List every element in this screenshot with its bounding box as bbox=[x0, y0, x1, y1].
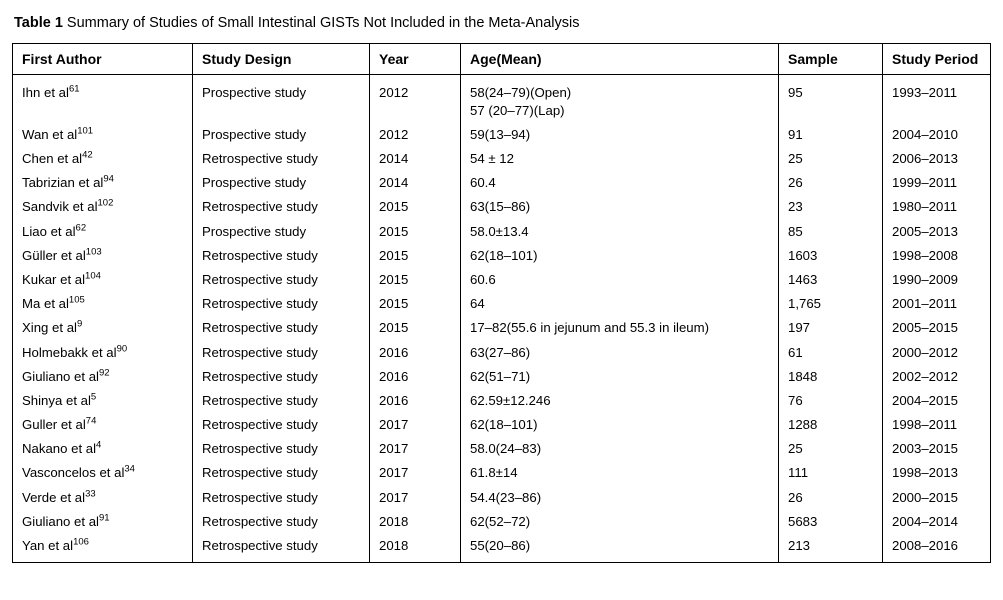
cell-sample bbox=[779, 413, 883, 437]
cell-age-mean-text: 63(27–86) bbox=[470, 344, 531, 360]
cell-study-design bbox=[193, 244, 370, 268]
cell-year bbox=[370, 340, 461, 364]
column-header-sample: Sample bbox=[779, 43, 883, 74]
author-name: Güller et al bbox=[22, 247, 86, 263]
cell-first-author bbox=[13, 171, 193, 195]
cell-age-mean bbox=[461, 461, 779, 485]
author-reference: 91 bbox=[98, 512, 110, 524]
cell-study-design bbox=[193, 510, 370, 534]
cell-sample-text: 23 bbox=[788, 199, 803, 215]
cell-year bbox=[370, 219, 461, 243]
cell-year bbox=[370, 437, 461, 461]
cell-year-text: 2017 bbox=[379, 417, 409, 433]
cell-study-period bbox=[883, 485, 991, 509]
cell-age-mean-text: 64 bbox=[470, 296, 485, 312]
cell-year bbox=[370, 292, 461, 316]
cell-study-period-text: 2001–2011 bbox=[892, 296, 958, 312]
cell-study-period-text: 1998–2013 bbox=[892, 465, 959, 481]
cell-age-mean bbox=[461, 195, 779, 219]
cell-study-design-text: Retrospective study bbox=[202, 247, 318, 263]
cell-sample bbox=[779, 292, 883, 316]
table-row bbox=[13, 437, 991, 461]
cell-first-author bbox=[13, 292, 193, 316]
cell-study-period bbox=[883, 510, 991, 534]
cell-study-period bbox=[883, 316, 991, 340]
table-row bbox=[13, 389, 991, 413]
cell-study-design-text: Retrospective study bbox=[202, 344, 318, 360]
author-reference: 94 bbox=[103, 173, 114, 185]
cell-study-design bbox=[193, 316, 370, 340]
cell-study-period-text: 2006–2013 bbox=[892, 151, 959, 167]
cell-study-period-text: 2000–2012 bbox=[892, 344, 959, 360]
cell-study-design bbox=[193, 292, 370, 316]
cell-study-period bbox=[883, 413, 991, 437]
cell-year-text: 2016 bbox=[379, 392, 409, 408]
cell-sample-text: 1,765 bbox=[788, 296, 822, 312]
cell-study-design bbox=[193, 534, 370, 563]
author-name: Nakano et al bbox=[22, 441, 97, 457]
cell-sample-text: 1603 bbox=[788, 247, 818, 263]
cell-year-text: 2015 bbox=[379, 320, 409, 336]
author-reference: 103 bbox=[85, 246, 102, 258]
cell-sample-text: 61 bbox=[788, 344, 803, 360]
author-reference: 62 bbox=[75, 222, 87, 234]
table-row bbox=[13, 219, 991, 243]
table-row bbox=[13, 292, 991, 316]
cell-study-design-text: Retrospective study bbox=[202, 320, 318, 336]
cell-study-design-text: Prospective study bbox=[202, 175, 307, 191]
cell-sample bbox=[779, 365, 883, 389]
cell-year-text: 2015 bbox=[379, 247, 409, 263]
cell-year-text: 2016 bbox=[379, 344, 409, 360]
cell-first-author bbox=[13, 437, 193, 461]
cell-year bbox=[370, 413, 461, 437]
cell-year bbox=[370, 510, 461, 534]
cell-study-design-text: Prospective study bbox=[202, 84, 307, 100]
cell-study-period bbox=[883, 74, 991, 122]
table-row bbox=[13, 510, 991, 534]
cell-age-mean-text: 62(18–101) bbox=[470, 417, 538, 433]
author-reference: 34 bbox=[124, 464, 135, 476]
cell-first-author bbox=[13, 413, 193, 437]
cell-study-period bbox=[883, 147, 991, 171]
cell-age-mean-text-secondary: 57 (20–77)(Lap) bbox=[470, 102, 565, 118]
cell-first-author bbox=[13, 340, 193, 364]
author-name: Ma et al bbox=[22, 296, 69, 312]
author-name: Vasconcelos et al bbox=[22, 465, 125, 481]
cell-sample-text: 197 bbox=[788, 320, 811, 336]
cell-age-mean-text: 54 ± 12 bbox=[470, 151, 514, 167]
cell-year bbox=[370, 534, 461, 563]
author-reference: 92 bbox=[98, 367, 110, 379]
cell-year bbox=[370, 268, 461, 292]
table-row bbox=[13, 413, 991, 437]
cell-year bbox=[370, 389, 461, 413]
cell-year bbox=[370, 195, 461, 219]
cell-year-text: 2015 bbox=[379, 199, 409, 215]
table-row bbox=[13, 485, 991, 509]
cell-age-mean-text: 63(15–86) bbox=[470, 199, 531, 215]
author-name: Yan et al bbox=[22, 538, 74, 554]
cell-study-period bbox=[883, 195, 991, 219]
table-row bbox=[13, 195, 991, 219]
cell-first-author bbox=[13, 74, 193, 122]
cell-year bbox=[370, 485, 461, 509]
cell-sample bbox=[779, 123, 883, 147]
cell-age-mean bbox=[461, 510, 779, 534]
cell-year-text: 2017 bbox=[379, 441, 409, 457]
cell-age-mean bbox=[461, 147, 779, 171]
cell-study-period-text: 2004–2014 bbox=[892, 513, 959, 529]
cell-study-design-text: Retrospective study bbox=[202, 151, 318, 167]
cell-age-mean bbox=[461, 437, 779, 461]
author-reference: 101 bbox=[77, 125, 94, 137]
cell-study-period-text: 2008–2016 bbox=[892, 538, 959, 554]
cell-sample bbox=[779, 147, 883, 171]
cell-study-period-text: 2004–2010 bbox=[892, 126, 959, 142]
cell-age-mean-text: 62.59±12.246 bbox=[470, 392, 551, 408]
author-reference: 105 bbox=[68, 294, 85, 306]
cell-age-mean bbox=[461, 340, 779, 364]
cell-age-mean-text: 58.0±13.4 bbox=[470, 223, 529, 239]
cell-study-period-text: 2005–2015 bbox=[892, 320, 959, 336]
cell-first-author bbox=[13, 244, 193, 268]
table-row bbox=[13, 123, 991, 147]
column-header-year: Year bbox=[370, 43, 461, 74]
author-reference: 104 bbox=[85, 270, 101, 282]
cell-study-period bbox=[883, 268, 991, 292]
cell-first-author bbox=[13, 510, 193, 534]
table-row bbox=[13, 316, 991, 340]
cell-age-mean bbox=[461, 292, 779, 316]
cell-study-period-text: 1998–2011 bbox=[892, 417, 958, 433]
cell-study-design-text: Retrospective study bbox=[202, 538, 318, 554]
cell-sample bbox=[779, 461, 883, 485]
author-name: Sandvik et al bbox=[22, 199, 98, 215]
cell-year-text: 2015 bbox=[379, 296, 409, 312]
cell-age-mean-text: 58(24–79)(Open) bbox=[470, 84, 572, 100]
cell-study-period-text: 2003–2015 bbox=[892, 441, 959, 457]
author-reference: 74 bbox=[85, 415, 97, 427]
author-name: Wan et al bbox=[22, 126, 78, 142]
table-row bbox=[13, 365, 991, 389]
cell-study-design-text: Retrospective study bbox=[202, 489, 318, 505]
cell-age-mean-text: 55(20–86) bbox=[470, 538, 531, 554]
cell-study-period bbox=[883, 219, 991, 243]
cell-sample bbox=[779, 485, 883, 509]
author-reference: 61 bbox=[68, 83, 80, 95]
author-name: Chen et al bbox=[22, 151, 83, 167]
cell-sample-text: 85 bbox=[788, 223, 803, 239]
cell-study-design bbox=[193, 123, 370, 147]
cell-sample-text: 91 bbox=[788, 126, 803, 142]
cell-study-period bbox=[883, 123, 991, 147]
studies-table bbox=[12, 43, 991, 563]
cell-study-design-text: Retrospective study bbox=[202, 392, 318, 408]
cell-year-text: 2018 bbox=[379, 538, 409, 554]
author-name: Kukar et al bbox=[22, 271, 86, 287]
author-name: Ihn et al bbox=[22, 84, 69, 100]
cell-study-design-text: Retrospective study bbox=[202, 417, 318, 433]
author-reference: 42 bbox=[82, 149, 93, 161]
cell-study-design-text: Retrospective study bbox=[202, 271, 318, 287]
author-name: Liao et al bbox=[22, 223, 76, 239]
table-row bbox=[13, 268, 991, 292]
cell-year-text: 2016 bbox=[379, 368, 409, 384]
cell-age-mean bbox=[461, 534, 779, 563]
cell-sample-text: 1288 bbox=[788, 417, 818, 433]
table-caption-text: Summary of Studies of Small Intestinal GISTs Not Included in the Meta-Analysis bbox=[66, 15, 580, 31]
cell-study-period bbox=[883, 244, 991, 268]
cell-year-text: 2015 bbox=[379, 271, 409, 287]
table-header-row bbox=[13, 43, 991, 74]
table-row bbox=[13, 171, 991, 195]
cell-year bbox=[370, 74, 461, 122]
cell-study-design-text: Retrospective study bbox=[202, 199, 318, 215]
cell-study-design-text: Prospective study bbox=[202, 126, 307, 142]
cell-study-period-text: 2004–2015 bbox=[892, 392, 959, 408]
cell-study-period-text: 1980–2011 bbox=[892, 199, 958, 215]
cell-study-period-text: 2002–2012 bbox=[892, 368, 959, 384]
cell-sample-text: 26 bbox=[788, 489, 803, 505]
cell-first-author bbox=[13, 365, 193, 389]
column-header-first-author: First Author bbox=[13, 43, 193, 74]
cell-sample bbox=[779, 534, 883, 563]
table-row bbox=[13, 534, 991, 563]
cell-age-mean-text: 54.4(23–86) bbox=[470, 489, 542, 505]
table-caption bbox=[14, 14, 991, 33]
cell-study-design bbox=[193, 340, 370, 364]
author-name: Verde et al bbox=[22, 489, 86, 505]
cell-year bbox=[370, 316, 461, 340]
table-row bbox=[13, 74, 991, 122]
cell-sample bbox=[779, 389, 883, 413]
cell-study-period-text: 2000–2015 bbox=[892, 489, 959, 505]
author-reference: 5 bbox=[90, 391, 97, 403]
cell-year-text: 2015 bbox=[379, 223, 409, 239]
cell-age-mean bbox=[461, 316, 779, 340]
cell-year bbox=[370, 123, 461, 147]
table-row bbox=[13, 461, 991, 485]
table-body bbox=[13, 74, 991, 562]
column-header-age-mean: Age(Mean) bbox=[461, 43, 779, 74]
author-reference: 4 bbox=[96, 439, 102, 451]
cell-sample bbox=[779, 244, 883, 268]
cell-year-text: 2012 bbox=[379, 84, 409, 100]
cell-study-design bbox=[193, 365, 370, 389]
cell-first-author bbox=[13, 534, 193, 563]
cell-study-design bbox=[193, 171, 370, 195]
cell-study-design bbox=[193, 485, 370, 509]
cell-study-period bbox=[883, 340, 991, 364]
cell-year-text: 2017 bbox=[379, 465, 409, 481]
cell-study-period bbox=[883, 171, 991, 195]
author-name: Giuliano et al bbox=[22, 368, 99, 384]
author-reference: 102 bbox=[97, 198, 114, 210]
cell-study-design bbox=[193, 461, 370, 485]
cell-age-mean-text: 17–82(55.6 in jejunum and 55.3 in ileum) bbox=[470, 320, 709, 336]
cell-study-design bbox=[193, 437, 370, 461]
column-header-study-design: Study Design bbox=[193, 43, 370, 74]
column-header-study-period: Study Period bbox=[883, 43, 991, 74]
cell-age-mean bbox=[461, 74, 779, 122]
cell-sample-text: 25 bbox=[788, 441, 803, 457]
cell-study-design bbox=[193, 195, 370, 219]
cell-sample bbox=[779, 195, 883, 219]
cell-sample bbox=[779, 268, 883, 292]
cell-study-design bbox=[193, 413, 370, 437]
cell-study-period bbox=[883, 437, 991, 461]
cell-study-period-text: 1993–2011 bbox=[892, 84, 958, 100]
cell-sample-text: 213 bbox=[788, 538, 811, 554]
cell-sample-text: 1463 bbox=[788, 271, 818, 287]
cell-study-design-text: Retrospective study bbox=[202, 296, 318, 312]
cell-study-period bbox=[883, 292, 991, 316]
cell-first-author bbox=[13, 316, 193, 340]
cell-sample bbox=[779, 437, 883, 461]
author-name: Tabrizian et al bbox=[22, 175, 104, 191]
cell-first-author bbox=[13, 485, 193, 509]
cell-age-mean bbox=[461, 268, 779, 292]
table-caption-label: Table 1 bbox=[14, 15, 63, 31]
cell-study-period bbox=[883, 461, 991, 485]
table-row bbox=[13, 244, 991, 268]
cell-study-design-text: Retrospective study bbox=[202, 465, 318, 481]
cell-age-mean-text: 61.8±14 bbox=[470, 465, 518, 481]
cell-year-text: 2018 bbox=[379, 513, 409, 529]
cell-year bbox=[370, 244, 461, 268]
cell-year bbox=[370, 147, 461, 171]
cell-age-mean-text: 59(13–94) bbox=[470, 126, 531, 142]
cell-study-design-text: Prospective study bbox=[202, 223, 307, 239]
author-reference: 106 bbox=[73, 536, 89, 548]
cell-year-text: 2014 bbox=[379, 175, 409, 191]
cell-sample bbox=[779, 219, 883, 243]
cell-year-text: 2014 bbox=[379, 151, 409, 167]
cell-sample bbox=[779, 340, 883, 364]
author-name: Shinya et al bbox=[22, 392, 91, 408]
author-name: Xing et al bbox=[22, 320, 77, 336]
cell-year bbox=[370, 461, 461, 485]
cell-first-author bbox=[13, 147, 193, 171]
table-header bbox=[13, 43, 991, 74]
author-reference: 33 bbox=[85, 488, 96, 500]
cell-age-mean bbox=[461, 413, 779, 437]
cell-sample-text: 25 bbox=[788, 151, 803, 167]
cell-age-mean-text: 60.6 bbox=[470, 271, 496, 287]
cell-sample bbox=[779, 510, 883, 534]
cell-sample bbox=[779, 74, 883, 122]
cell-first-author bbox=[13, 268, 193, 292]
cell-year bbox=[370, 171, 461, 195]
cell-year-text: 2017 bbox=[379, 489, 409, 505]
cell-sample-text: 111 bbox=[788, 465, 809, 481]
cell-sample-text: 76 bbox=[788, 392, 803, 408]
cell-first-author bbox=[13, 219, 193, 243]
cell-age-mean-text: 58.0(24–83) bbox=[470, 441, 542, 457]
cell-study-design bbox=[193, 219, 370, 243]
cell-study-period-text: 2005–2013 bbox=[892, 223, 959, 239]
cell-study-design bbox=[193, 147, 370, 171]
author-name: Guller et al bbox=[22, 417, 86, 433]
cell-first-author bbox=[13, 389, 193, 413]
cell-age-mean bbox=[461, 485, 779, 509]
author-name: Giuliano et al bbox=[22, 513, 99, 529]
cell-sample-text: 95 bbox=[788, 84, 803, 100]
cell-year bbox=[370, 365, 461, 389]
cell-age-mean bbox=[461, 244, 779, 268]
cell-sample bbox=[779, 171, 883, 195]
author-reference: 90 bbox=[116, 343, 128, 355]
cell-study-period bbox=[883, 389, 991, 413]
cell-sample-text: 26 bbox=[788, 175, 803, 191]
cell-sample-text: 1848 bbox=[788, 368, 818, 384]
cell-sample bbox=[779, 316, 883, 340]
cell-study-design-text: Retrospective study bbox=[202, 368, 318, 384]
author-reference: 9 bbox=[77, 318, 83, 330]
cell-study-period-text: 1999–2011 bbox=[892, 175, 958, 191]
cell-study-design bbox=[193, 74, 370, 122]
cell-study-period bbox=[883, 534, 991, 563]
cell-study-period-text: 1998–2008 bbox=[892, 247, 959, 263]
cell-sample-text: 5683 bbox=[788, 513, 818, 529]
cell-study-design bbox=[193, 389, 370, 413]
author-name: Holmebakk et al bbox=[22, 344, 117, 360]
cell-age-mean-text: 62(52–72) bbox=[470, 513, 531, 529]
cell-first-author bbox=[13, 123, 193, 147]
cell-study-period bbox=[883, 365, 991, 389]
table-row bbox=[13, 340, 991, 364]
cell-age-mean-text: 60.4 bbox=[470, 175, 496, 191]
cell-age-mean-text: 62(18–101) bbox=[470, 247, 538, 263]
cell-first-author bbox=[13, 461, 193, 485]
cell-age-mean bbox=[461, 389, 779, 413]
cell-age-mean bbox=[461, 365, 779, 389]
cell-age-mean bbox=[461, 123, 779, 147]
table-row bbox=[13, 147, 991, 171]
cell-study-period-text: 1990–2009 bbox=[892, 271, 959, 287]
cell-study-design bbox=[193, 268, 370, 292]
cell-study-design-text: Retrospective study bbox=[202, 513, 318, 529]
cell-age-mean bbox=[461, 171, 779, 195]
cell-age-mean bbox=[461, 219, 779, 243]
cell-first-author bbox=[13, 195, 193, 219]
cell-study-design-text: Retrospective study bbox=[202, 441, 318, 457]
cell-year-text: 2012 bbox=[379, 126, 409, 142]
cell-age-mean-text: 62(51–71) bbox=[470, 368, 531, 384]
